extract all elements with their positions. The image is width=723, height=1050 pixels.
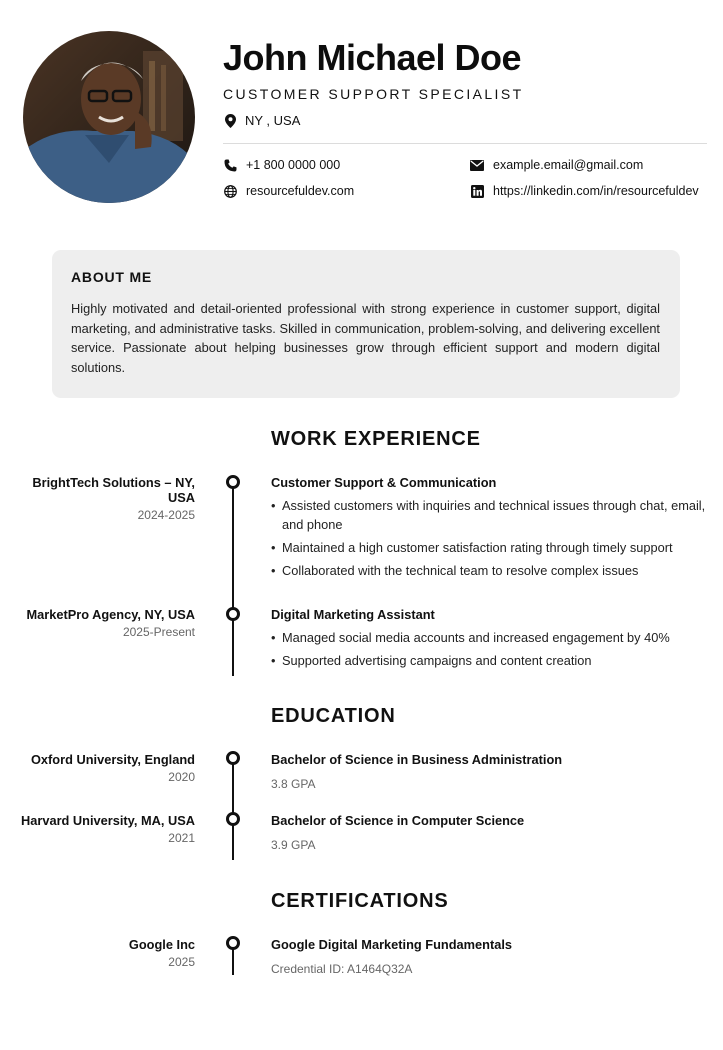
work-role: Customer Support & Communication	[271, 475, 497, 490]
work-heading: WORK EXPERIENCE	[271, 428, 481, 450]
work-role: Digital Marketing Assistant	[271, 607, 435, 622]
education-entry	[271, 813, 711, 852]
degree: Bachelor of Science in Computer Science	[271, 813, 525, 828]
institution: Harvard University, MA, USA	[21, 813, 195, 828]
employer: MarketPro Agency, NY, USA	[26, 607, 195, 622]
map-pin-icon	[223, 114, 237, 128]
bullet-item: • Assisted customers with inquiries and technical issues through chat, email, and phone	[271, 496, 711, 534]
certification-entry-left	[15, 937, 195, 969]
certification-name: Google Digital Marketing Fundamentals	[271, 937, 513, 952]
contact-linkedin[interactable]	[470, 184, 699, 198]
work-entry-left	[15, 475, 195, 522]
gpa: 3.8 GPA	[271, 777, 316, 791]
work-entry-left	[15, 607, 195, 639]
phone-text: +1 800 0000 000	[246, 158, 341, 172]
work-timeline	[232, 482, 234, 676]
timeline-dot	[226, 936, 240, 950]
website-text: resourcefuldev.com	[246, 184, 355, 198]
bullet-item: • Managed social media accounts and increased engagement by 40%	[271, 628, 711, 647]
education-timeline	[232, 758, 234, 860]
timeline-dot	[226, 607, 240, 621]
contact-email[interactable]	[470, 158, 643, 172]
job-title: CUSTOMER SUPPORT SPECIALIST	[223, 86, 524, 102]
work-entry	[271, 475, 711, 584]
bullet-item: • Supported advertising campaigns and content creation	[271, 651, 711, 670]
graduation-year: 2021	[168, 831, 195, 845]
issuer: Google Inc	[128, 937, 195, 952]
institution: Oxford University, England	[30, 752, 195, 767]
profile-photo	[23, 31, 195, 203]
work-bullets	[271, 628, 711, 670]
location-text: NY , USA	[245, 113, 301, 128]
work-entry	[271, 607, 711, 674]
education-entry	[271, 752, 711, 791]
certifications-heading: CERTIFICATIONS	[271, 890, 449, 912]
work-bullets	[271, 496, 711, 580]
degree: Bachelor of Science in Business Administration	[271, 752, 563, 767]
certification-entry	[271, 937, 711, 976]
globe-icon	[223, 184, 237, 198]
linkedin-icon	[470, 184, 484, 198]
candidate-name: John Michael Doe	[223, 37, 522, 78]
timeline-dot	[226, 812, 240, 826]
about-text: Highly motivated and detail-oriented professional with strong experience in customer support, digital marketing, and administrative tasks. Skilled in communication, problem-solving, and delivering excellent service. Passionate about helping businesses grow through efficient support and modern digital solutions.	[71, 301, 660, 375]
contact-phone[interactable]	[223, 158, 340, 172]
linkedin-text: https://linkedin.com/in/resourcefuldev	[493, 184, 699, 198]
certification-year: 2025	[168, 955, 195, 969]
education-entry-left	[15, 752, 195, 784]
date-range: 2025-Present	[122, 625, 195, 639]
about-section	[52, 250, 680, 398]
about-heading: ABOUT ME	[71, 269, 153, 285]
gpa: 3.9 GPA	[271, 838, 316, 852]
employer: BrightTech Solutions – NY, USA	[32, 475, 195, 505]
graduation-year: 2020	[168, 770, 195, 784]
credential-id: Credential ID: A1464Q32A	[271, 962, 413, 976]
phone-icon	[223, 158, 237, 172]
education-heading: EDUCATION	[271, 705, 396, 727]
date-range: 2024-2025	[137, 508, 195, 522]
timeline-dot	[226, 751, 240, 765]
location	[223, 113, 300, 128]
timeline-dot	[226, 475, 240, 489]
email-text: example.email@gmail.com	[493, 158, 644, 172]
contact-website[interactable]	[223, 184, 354, 198]
header-divider	[223, 143, 707, 144]
bullet-item: • Maintained a high customer satisfaction rating through timely support	[271, 538, 711, 557]
education-entry-left	[15, 813, 195, 845]
envelope-icon	[470, 158, 484, 172]
bullet-item: • Collaborated with the technical team to resolve complex issues	[271, 561, 711, 580]
